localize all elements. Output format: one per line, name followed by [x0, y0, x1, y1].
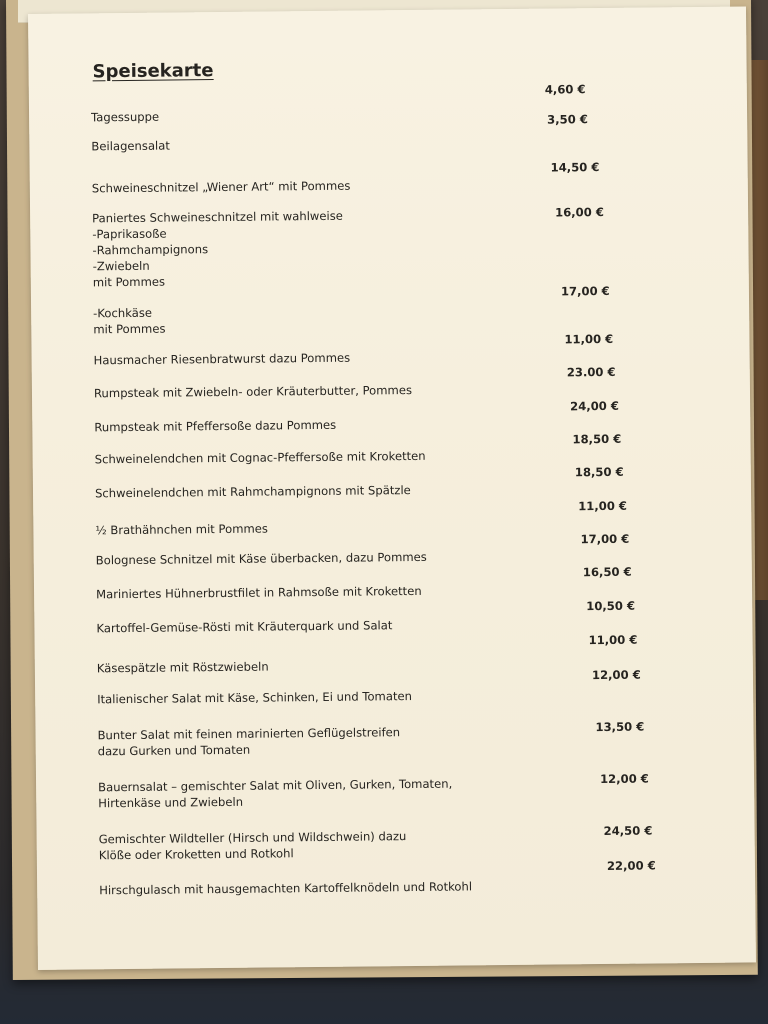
menu-item-dish: Hausmacher Riesenbratwurst dazu Pommes: [93, 350, 351, 368]
menu-item-price: 18,50 €: [574, 464, 624, 480]
menu-item-price: 12,00 €: [599, 771, 649, 787]
menu-item-dish: Schweinelendchen mit Cognac-Pfeffersoße mit Kroketten: [94, 448, 426, 467]
menu-item-price: 11,00 €: [578, 498, 628, 514]
menu-item-dish: Italienischer Salat mit Käse, Schinken, Ei und Tomaten: [97, 689, 413, 707]
menu-page: [28, 6, 756, 969]
menu-item-dish: -Kochkäse mit Pommes: [93, 305, 166, 337]
menu-item-dish: Tagessuppe: [91, 109, 160, 125]
menu-item-dish: Kartoffel-Gemüse-Rösti mit Kräuterquark und Salat: [96, 618, 393, 636]
menu-item-dish: Schweinelendchen mit Rahmchampignons mit Spätzle: [94, 483, 411, 501]
menu-item-dish: Schweineschnitzel „Wiener Art“ mit Pommes: [91, 178, 351, 196]
menu-item-price: 23.00 €: [566, 364, 616, 380]
menu-item-price: 11,00 €: [564, 331, 614, 347]
menu-item-dish: Bolognese Schnitzel mit Käse überbacken, dazu Pommes: [95, 549, 427, 568]
menu-item-price: 11,00 €: [588, 632, 638, 648]
menu-item-dish: Bauernsalat – gemischter Salat mit Oliven, Gurken, Tomaten, Hirtenkäse und Zwiebeln: [98, 776, 453, 811]
menu-item-dish: Rumpsteak mit Zwiebeln- oder Kräuterbutter, Pommes: [93, 382, 413, 401]
menu-item-dish: Paniertes Schweineschnitzel mit wahlweise -Paprikasoße -Rahmchampignons -Zwiebeln mit Pommes: [92, 208, 343, 290]
menu-item-dish: ½ Brathähnchen mit Pommes: [95, 521, 268, 538]
menu-item-dish: Beilagensalat: [91, 138, 170, 154]
menu-item-dish: Gemischter Wildteller (Hirsch und Wildschwein) dazu Klöße oder Kroketten und Rotkohl: [98, 829, 407, 863]
menu-item-price: 4,60 €: [544, 82, 586, 97]
menu-item-price: 17,00 €: [580, 531, 630, 547]
menu-item-dish: Bunter Salat mit feinen marinierten Geflügelstreifen dazu Gurken und Tomaten: [97, 725, 401, 759]
menu-item-price: 24,00 €: [570, 398, 619, 414]
menu-item-dish: Hirschgulasch mit hausgemachten Kartoffelknödeln und Rotkohl: [99, 879, 473, 898]
menu-item-price: 16,00 €: [555, 204, 604, 220]
page-title: Speisekarte: [92, 60, 214, 83]
menu-item-price: 13,50 €: [595, 719, 645, 735]
menu-item-price: 14,50 €: [550, 160, 600, 175]
menu-item-dish: Mariniertes Hühnerbrustfilet in Rahmsoße mit Kroketten: [96, 583, 422, 602]
menu-item-dish: Käsespätzle mit Röstzwiebeln: [96, 659, 269, 676]
menu-item-price: 24,50 €: [603, 823, 653, 839]
menu-item-dish: Rumpsteak mit Pfeffersoße dazu Pommes: [94, 417, 337, 435]
menu-item-price: 10,50 €: [586, 598, 636, 614]
menu-item-price: 18,50 €: [572, 431, 622, 447]
menu-item-price: 3,50 €: [547, 112, 588, 127]
menu-item-price: 16,50 €: [582, 564, 632, 580]
menu-item-price: 17,00 €: [560, 283, 610, 299]
menu-item-price: 22,00 €: [606, 858, 656, 873]
menu-item-price: 12,00 €: [591, 667, 641, 683]
